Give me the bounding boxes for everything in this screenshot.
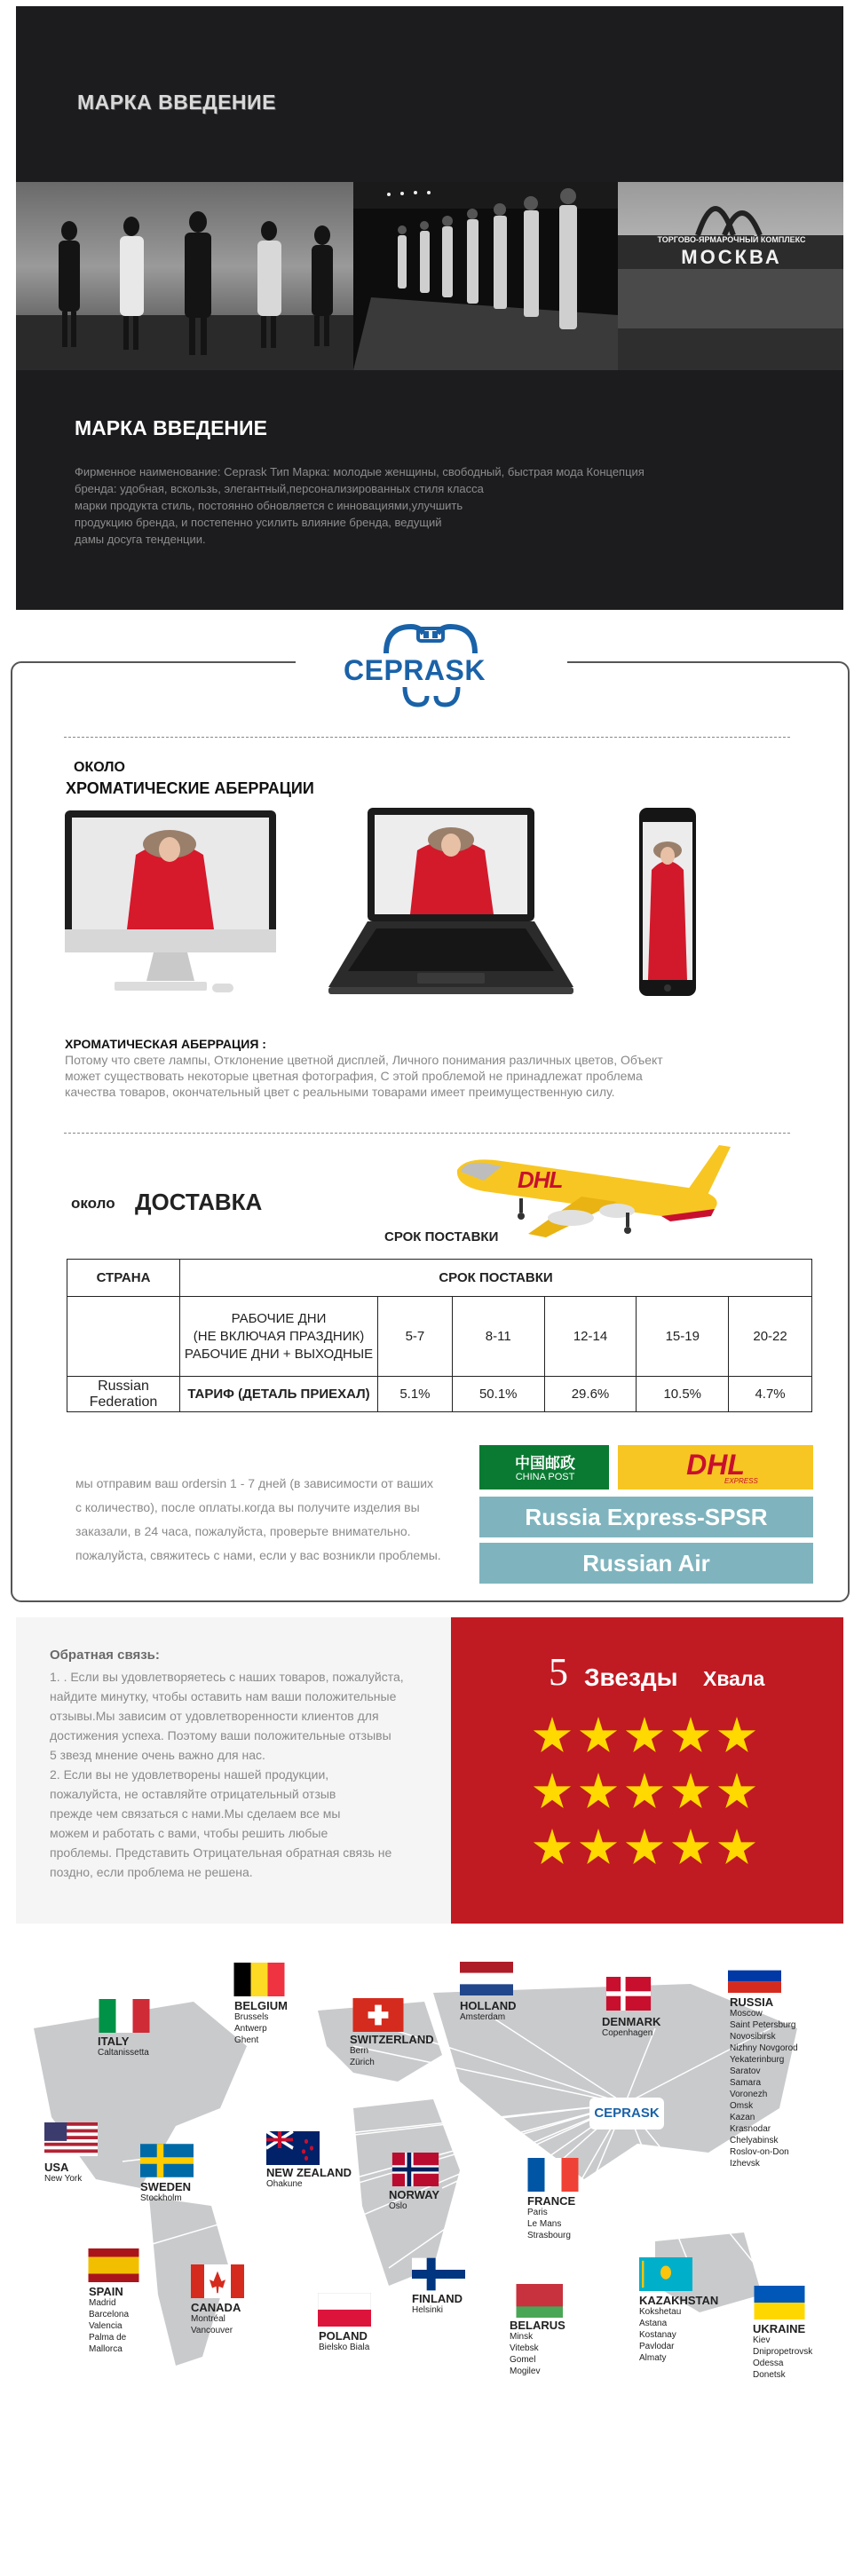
table-range: 8-11 [452, 1297, 544, 1377]
russia-flag-icon [728, 1959, 781, 1993]
china-post-en: CHINA POST [515, 1472, 575, 1482]
logo-emblem-icon [360, 620, 502, 657]
chromatic-note-title: ХРОМАТИЧЕСКАЯ АБЕРРАЦИЯ : [65, 1037, 266, 1051]
star-icon [717, 1717, 756, 1756]
city-name: Kazan [730, 2113, 755, 2122]
city-name: New York [44, 2174, 83, 2184]
holland-flag-icon [460, 1962, 513, 1995]
table-rate: 50.1% [452, 1377, 544, 1412]
city-name: Kostanay [639, 2330, 676, 2340]
table-country-cell [67, 1377, 180, 1412]
city-name: Novosibirsk [730, 2032, 776, 2042]
divider-dashed [64, 1133, 790, 1134]
city-name: Amsterdam [460, 2012, 506, 2022]
delivery-table [67, 1259, 812, 1412]
denmark-flag-icon [602, 1977, 655, 2011]
finland-flag-icon [412, 2257, 465, 2291]
usa-flag-icon [44, 2122, 98, 2156]
country-denmark [602, 2016, 660, 2039]
city-name: Helsinki [412, 2305, 444, 2315]
country-sweden [140, 2181, 191, 2204]
stars-row [533, 1717, 756, 1756]
table-header-country: СТРАНА [67, 1260, 180, 1297]
country-line: Federation [89, 1394, 158, 1410]
chromatic-note-line: качества товаров, окончательный цвет с реальными товарами имеет преимущественную силу. [65, 1085, 615, 1099]
country-name: NEW ZEALAND [266, 2166, 352, 2179]
city-name: Donetsk [753, 2370, 786, 2380]
world-map-section [16, 1940, 843, 2419]
table-header-term: СРОК ПОСТАВКИ [180, 1260, 812, 1297]
country-usa [44, 2161, 82, 2185]
chromatic-note-line: может существовать некоторые цветная фотография, С этой проблемой не принадлежат проблема [65, 1069, 643, 1083]
country-name: RUSSIA [730, 1995, 774, 2009]
city-name: Nizhny Novgorod [730, 2043, 798, 2053]
city-name: Strasbourg [527, 2231, 571, 2240]
delivery-note-line: заказали, в 24 часа, пожалуйста, проверьте внимательно. [75, 1524, 411, 1538]
brand-intro-section [16, 6, 843, 610]
ukraine-flag-icon [753, 2286, 806, 2319]
feedback-line: можем и работать с вами, чтобы решить любые [50, 1826, 328, 1840]
country-name: FINLAND [412, 2292, 463, 2305]
city-name: Kiev [753, 2335, 771, 2345]
russian-air-label: Russian Air [479, 1543, 813, 1584]
star-icon [625, 1773, 664, 1812]
feedback-title: Обратная связь: [50, 1648, 160, 1663]
country-name: NORWAY [389, 2188, 440, 2201]
city-name: Barcelona [89, 2310, 130, 2319]
country-ukraine [753, 2323, 812, 2381]
city-name: Copenhagen [602, 2028, 653, 2038]
star-icon [579, 1773, 618, 1812]
city-name: Paris [527, 2208, 548, 2217]
table-rate: 29.6% [544, 1377, 637, 1412]
star-icon [671, 1717, 710, 1756]
city-name: Vancouver [191, 2326, 233, 2335]
country-name: SWITZERLAND [350, 2033, 434, 2046]
belarus-flag-icon [510, 2284, 563, 2318]
new-zealand-flag-icon [266, 2131, 320, 2165]
star-icon [533, 1829, 572, 1868]
delivery-note-line: пожалуйста, свяжитесь с нами, если у вас возникли проблемы. [75, 1548, 441, 1562]
city-name: Valencia [89, 2321, 123, 2331]
city-name: Astana [639, 2319, 668, 2328]
france-flag-icon [526, 2158, 580, 2192]
table-rate-label: ТАРИФ (ДЕТАЛЬ ПРИЕХАЛ) [180, 1377, 378, 1412]
star-icon [625, 1829, 664, 1868]
feedback-line: 1. . Если вы удовлетворяетесь с наших товаров, пожалуйста, [50, 1670, 404, 1684]
stars-digit: 5 [549, 1650, 568, 1694]
phone-image [639, 808, 696, 996]
city-name: Roslov-on-Don [730, 2147, 789, 2157]
city-name: Antwerp [234, 2024, 267, 2034]
feedback-line: 2. Если вы не удовлетворены нашей продукции, [50, 1767, 329, 1782]
city-name: Saratov [730, 2066, 761, 2076]
table-workdays-label [180, 1297, 378, 1377]
runway-photo-left [16, 182, 353, 370]
country-switzerland [350, 2034, 434, 2068]
feedback-line: достижения успеха. Поэтому ваши положительные отзывы [50, 1728, 391, 1742]
city-name: Voronezh [730, 2090, 768, 2099]
feedback-line: прежде чем связаться с нами.Мы сделаем все мы [50, 1806, 341, 1821]
table-rate: 4.7% [729, 1377, 812, 1412]
star-icon [625, 1717, 664, 1756]
country-name: BELGIUM [234, 1999, 288, 2012]
chromatic-lead: ОКОЛО [74, 760, 125, 775]
plane-dhl-logo: DHL [518, 1166, 563, 1193]
city-name: Vitebsk [510, 2343, 539, 2353]
country-france [527, 2195, 575, 2241]
laptop-image [328, 808, 573, 998]
delivery-note-line: с количество), после оплаты.когда вы получите изделия вы [75, 1500, 420, 1514]
country-new-zealand [266, 2167, 352, 2190]
delivery-lead: около [71, 1195, 115, 1212]
table-range: 12-14 [544, 1297, 637, 1377]
brand-intro-line: продукцию бренда, и постепенно усилить влияние бренда, ведущий [75, 516, 442, 529]
feedback-line: 5 звезд мнение очень важно для нас. [50, 1748, 265, 1762]
country-name: SPAIN [89, 2285, 123, 2298]
city-name: Bielsko Biala [319, 2343, 370, 2352]
feedback-line: поздно, если проблема не решена. [50, 1865, 253, 1879]
chromatic-note-line: Потому что свете лампы, Отклонение цветной дисплей, Личного понимания различных цветов, Объект [65, 1053, 663, 1067]
country-norway [389, 2189, 439, 2212]
sweden-flag-icon [140, 2144, 194, 2177]
country-belgium [234, 2000, 288, 2046]
brand-logo [296, 620, 567, 708]
delivery-note [75, 1472, 466, 1568]
workdays-line: (НЕ ВКЛЮЧАЯ ПРАЗДНИК) [193, 1328, 365, 1344]
desktop-monitor-image [65, 810, 276, 997]
country-finland [412, 2293, 463, 2316]
spain-flag-icon [87, 2248, 140, 2282]
star-icon [579, 1717, 618, 1756]
stars-row [533, 1773, 756, 1812]
country-name: HOLLAND [460, 1999, 517, 2012]
country-canada [191, 2302, 241, 2336]
table-rate: 10.5% [637, 1377, 729, 1412]
city-name: Samara [730, 2078, 762, 2088]
italy-flag-icon [98, 1999, 151, 2033]
city-name: Oslo [389, 2201, 407, 2211]
city-name: Brussels [234, 2012, 269, 2022]
city-name: Almaty [639, 2353, 667, 2363]
table-cell-empty [67, 1297, 180, 1377]
delivery-title: ДОСТАВКА [135, 1189, 263, 1215]
city-name: Mallorca [89, 2344, 123, 2354]
photo-sign-big: МОСКВА [681, 246, 782, 268]
stars-row [533, 1829, 756, 1868]
brand-heading-bottom: МАРКА ВВЕДЕНИЕ [75, 416, 267, 439]
city-name: Dnipropetrovsk [753, 2347, 813, 2357]
table-range: 20-22 [729, 1297, 812, 1377]
chromatic-title: ХРОМАТИЧЕСКИЕ АБЕРРАЦИИ [66, 779, 314, 797]
city-name: Yekaterinburg [730, 2055, 785, 2065]
country-name: POLAND [319, 2329, 368, 2343]
city-name: Montréal [191, 2314, 225, 2324]
logo-wordmark: CEPRASK [344, 654, 486, 686]
brand-intro-text [75, 463, 749, 548]
table-rate: 5.1% [378, 1377, 453, 1412]
map-hub-logo [589, 2098, 664, 2130]
country-name: CANADA [191, 2301, 241, 2314]
country-name: UKRAINE [753, 2322, 806, 2335]
country-poland [319, 2330, 369, 2353]
star-icon [717, 1829, 756, 1868]
workdays-line: РАБОЧИЕ ДНИ + ВЫХОДНЫЕ [184, 1346, 374, 1362]
brand-intro-line: марки продукта стиль, постоянно обновляется с инновациями,улучшить [75, 499, 463, 512]
brand-photo-strip [16, 182, 843, 370]
city-name: Saint Petersburg [730, 2020, 796, 2030]
country-name: DENMARK [602, 2015, 661, 2028]
star-icon [533, 1717, 572, 1756]
norway-flag-icon [389, 2153, 442, 2186]
country-name: FRANCE [527, 2194, 576, 2208]
table-range: 15-19 [637, 1297, 729, 1377]
feedback-line: найдите минутку, чтобы оставить нам ваши положительные [50, 1689, 397, 1703]
country-belarus [510, 2319, 565, 2377]
table-range: 5-7 [378, 1297, 453, 1377]
country-holland [460, 2000, 517, 2023]
country-name: SWEDEN [140, 2180, 192, 2193]
city-name: Palma de [89, 2333, 127, 2343]
city-name: Omsk [730, 2101, 754, 2111]
country-kazakhstan [639, 2295, 718, 2364]
feedback-section [16, 1617, 843, 1924]
switzerland-flag-icon [352, 1998, 405, 2032]
brand-heading-top: МАРКА ВВЕДЕНИЕ [77, 91, 276, 114]
star-icon [533, 1773, 572, 1812]
city-name: Krasnodar [730, 2124, 771, 2134]
stars-word: Звезды [584, 1663, 678, 1691]
dhl-logo [618, 1445, 813, 1489]
feedback-line: пожалуйста, не оставляйте отрицательный отзыв [50, 1787, 336, 1801]
city-name: Bern [350, 2046, 369, 2056]
country-name: KAZAKHSTAN [639, 2294, 719, 2307]
country-russia [730, 1996, 798, 2169]
country-name: ITALY [98, 2035, 130, 2048]
brand-intro-line: бренда: удобная, вскользь, элегантный,персонализированных стиля класса [75, 482, 484, 495]
dhl-logo-text: DHL [686, 1449, 745, 1481]
belgium-flag-icon [233, 1963, 286, 1996]
city-name: Ohakune [266, 2179, 303, 2189]
dhl-logo-sub: EXPRESS [724, 1477, 758, 1485]
country-line: Russian [98, 1378, 149, 1394]
city-name: Mogilev [510, 2367, 541, 2376]
feedback-line: проблемы. Представить Отрицательная обратная связь не [50, 1845, 392, 1860]
divider-dashed [64, 737, 790, 738]
map-hub-text: CEPRASK [594, 2106, 660, 2121]
city-name: Izhevsk [730, 2159, 760, 2169]
city-name: Pavlodar [639, 2342, 675, 2351]
photo-sign-small: ТОРГОВО-ЯРМАРОЧНЫЙ КОМПЛЕКС [657, 235, 806, 244]
brand-intro-line: дамы досуга тенденции. [75, 533, 206, 546]
country-name: BELARUS [510, 2319, 565, 2332]
chromatic-note-body [65, 1052, 784, 1100]
city-name: Caltanissetta [98, 2048, 149, 2058]
city-name: Le Mans [527, 2219, 562, 2229]
workdays-line: РАБОЧИЕ ДНИ [231, 1310, 327, 1326]
china-post-logo [479, 1445, 609, 1489]
city-name: Zürich [350, 2058, 375, 2067]
city-name: Moscow [730, 2009, 763, 2019]
canada-flag-icon [191, 2264, 244, 2298]
star-icon [717, 1773, 756, 1812]
city-name: Gomel [510, 2355, 536, 2365]
dhl-plane-image [448, 1145, 732, 1245]
five-star-panel [451, 1617, 843, 1924]
country-italy [98, 2035, 149, 2058]
delivery-note-line: мы отправим ваш ordersin 1 - 7 дней (в зависимости от ваших [75, 1476, 434, 1490]
logo-swirl-icon [400, 685, 463, 708]
poland-flag-icon [318, 2293, 371, 2327]
china-post-cn: 中国邮政 [515, 1455, 575, 1472]
city-name: Kokshetau [639, 2307, 682, 2317]
brand-intro-line: Фирменное наименование: Ceprask Тип Марка: молодые женщины, свободный, быстрая мода Концепция [75, 465, 645, 478]
city-name: Odessa [753, 2359, 784, 2368]
moscow-building-photo [618, 182, 843, 370]
stars-praise: Хвала [703, 1667, 765, 1690]
city-name: Chelyabinsk [730, 2136, 779, 2145]
city-name: Stockholm [140, 2193, 182, 2203]
country-name: USA [44, 2161, 69, 2174]
star-icon [671, 1829, 710, 1868]
city-name: Madrid [89, 2298, 116, 2308]
country-spain [89, 2286, 129, 2355]
city-name: Minsk [510, 2332, 534, 2342]
city-name: Ghent [234, 2035, 259, 2045]
kazakhstan-flag-icon [639, 2257, 692, 2291]
delivery-subtitle: СРОК ПОСТАВКИ [384, 1229, 499, 1245]
star-icon [579, 1829, 618, 1868]
star-icon [671, 1773, 710, 1812]
feedback-line: отзывы.Мы зависим от удовлетворенности клиентов для [50, 1709, 379, 1723]
feedback-text [50, 1646, 458, 1882]
russia-express-spsr-label: Russia Express-SPSR [479, 1497, 813, 1537]
runway-photo-center [353, 182, 618, 370]
